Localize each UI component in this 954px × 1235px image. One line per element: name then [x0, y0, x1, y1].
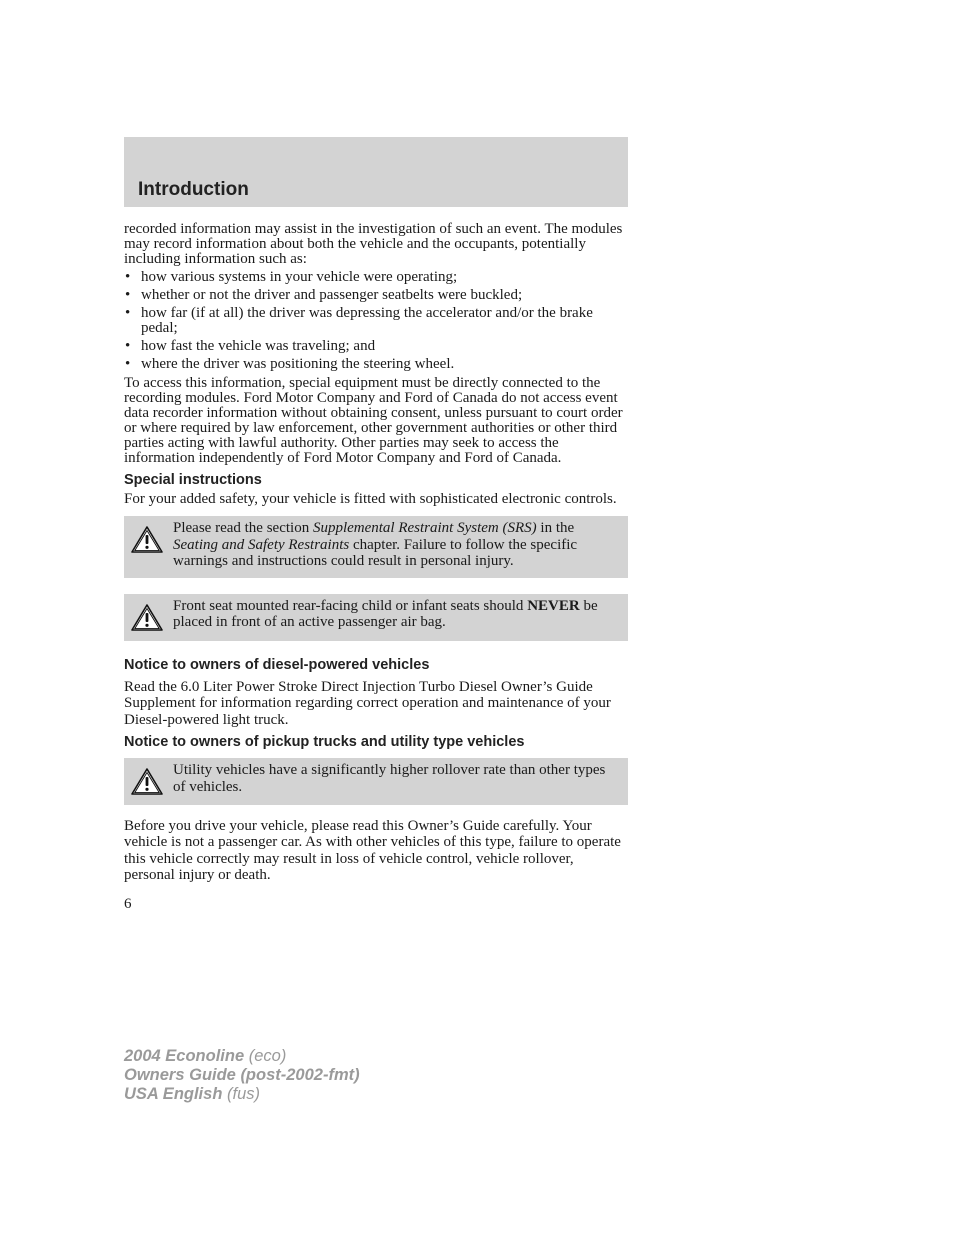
bullet-glyph: • — [125, 338, 131, 354]
diesel-notice-paragraph: Read the 6.0 Liter Power Stroke Direct Injection Turbo Diesel Owner’s Guide Supplement for information regarding correct operation and maintenance of your Diesel-powered light truck. — [124, 678, 611, 728]
page-number: 6 — [124, 896, 132, 913]
rollover-warning-box: Utility vehicles have a significantly higher rollover rate than other types of vehicles. — [124, 758, 628, 805]
list-item: • how far (if at all) the driver was depressing the accelerator and/or the brake pedal; — [125, 305, 593, 336]
warning-triangle-icon — [130, 767, 166, 797]
document-footer — [124, 1047, 360, 1104]
bullet-glyph: • — [125, 269, 131, 285]
bullet-glyph: • — [125, 305, 131, 321]
chapter-name: Seating and Safety Restraints — [173, 536, 350, 553]
list-item: • whether or not the driver and passenger seatbelts were buckled; — [125, 287, 523, 303]
page-content — [124, 222, 628, 912]
srs-warning-box: Please read the section Supplemental Restraint System (SRS) in the Seating and Safety Restraints chapter. Failure to follow the specific warnings and instructions could result in personal injury. — [124, 516, 628, 578]
list-item: • how various systems in your vehicle were operating; — [125, 269, 458, 285]
pickup-notice-heading: Notice to owners of pickup trucks and utility type vehicles — [124, 734, 525, 750]
intro-paragraph: recorded information may assist in the investigation of such an event. The modules may record information about both the vehicle and the occupants, potentially including information such as: — [124, 221, 623, 267]
warning-triangle-icon — [130, 603, 166, 633]
footer-line-language: USA English (fus) — [124, 1085, 260, 1103]
access-paragraph: To access this information, special equipment must be directly connected to the recording modules. Ford Motor Company and Ford of Canada do not access event data recorder information without obtaining consent, unless pursuant to court order or where required by law enforcement, other government authorities or other third parties acting with lawful authority. Other parties may seek to access the information independently of Ford Motor Company and Ford of Canada. — [124, 375, 623, 466]
srs-section-name: Supplemental Restraint System (SRS) — [312, 520, 537, 536]
bullet-glyph: • — [125, 287, 131, 303]
footer-line-guide: Owners Guide (post-2002-fmt) — [124, 1066, 360, 1084]
bullet-glyph: • — [125, 356, 131, 372]
child-seat-warning-box: Front seat mounted rear-facing child or infant seats should NEVER be placed in front of an active passenger air bag. — [124, 594, 628, 641]
section-header-band — [124, 137, 628, 207]
diesel-notice-heading: Notice to owners of diesel-powered vehicles — [124, 656, 430, 673]
special-instructions-paragraph: For your added safety, your vehicle is fitted with sophisticated electronic controls. — [124, 491, 617, 507]
section-title: Introduction — [138, 179, 249, 200]
pickup-notice-paragraph: Before you drive your vehicle, please read this Owner’s Guide carefully. Your vehicle is not a passenger car. As with other vehicles of this type, failure to operate this vehicle correctly may result in loss of vehicle control, vehicle rollover, personal injury or death. — [124, 818, 621, 883]
list-item: • how fast the vehicle was traveling; and — [125, 338, 376, 354]
list-item: • where the driver was positioning the steering wheel. — [125, 356, 455, 372]
recorded-info-list — [124, 270, 628, 372]
never-emphasis: NEVER — [527, 597, 580, 614]
special-instructions-heading: Special instructions — [124, 472, 262, 488]
warning-triangle-icon — [130, 525, 166, 555]
footer-line-model: 2004 Econoline (eco) — [124, 1047, 287, 1065]
